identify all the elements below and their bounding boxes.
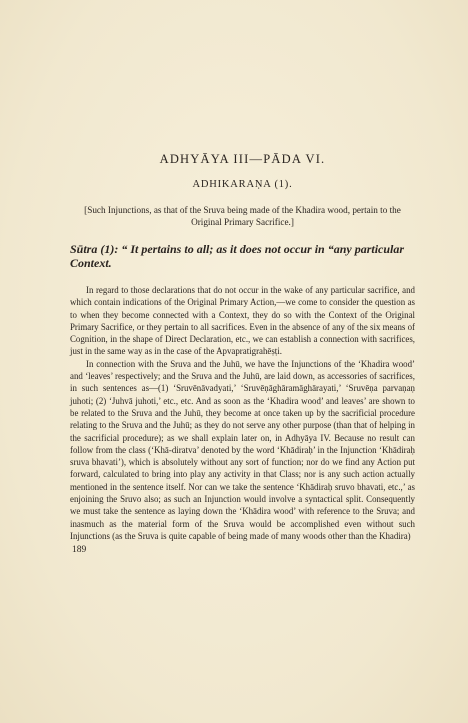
page-number: 189 [72, 545, 87, 556]
sutra-text: “ It pertains to all; as it does not occur in “any particular Context. [70, 242, 405, 270]
section-heading: ADHIKARAṆA (1). [192, 179, 293, 190]
commentary-paragraph-1: In regard to those declarations that do not occur in the wake of any particular sacrifice, and which contain indications of the Original Primary Action,—we come to consider the question as to when they become connected with a Context, they do so with the Context of the Original Primary Sacrifice, or they pertain to all sacrifices. Even in the absence of any of the six means of Cognition, in the shape of Direct Declaration, etc., we can establish a connection with sacrifices, just in the same way as in the case of the Apvapratigrahēṣṭi. [70, 285, 415, 357]
sutra-label: Sūtra (1): [70, 242, 119, 256]
chapter-heading: ADHYĀYA III—PĀDA VI. [159, 152, 326, 166]
commentary-paragraph-2: In connection with the Sruva and the Juhū, we have the Injunctions of the ‘Khadira wood’ and ‘leaves’ respectively; and the Sruva and the Juhū, are laid down, as accessories of sacrifices, in such sentences as—(1) ‘Sruvēnāvadyati,’ ‘Sruvēṇāghāramāghārayati,’ ‘Sruvēṇa parvaṇaṇ juhoti; (2) ‘Juhvā juhoti,’ etc., etc. And as soon as the ‘Khadira wood’ and leaves’ are shown to be related to the Sruva and the Juhū, they become at once taken up by the sacrificial procedure relating to the Sruva and the Juhū; as they do not serve any other purpose (than that of helping in the sacrificial procedure); as we shall explain later on, in Adhyāya IV. Because no result can follow from the class (‘Khā-diratva’ denoted by the word ‘Khādiraḥ’ in the Injunction ‘Khādiraḥ sruva bhavati’), which is absolutely without any sort of function; nor do we find any Action put forward, calculated to bring into play any activity in that Class; nor is any such action actually mentioned in the sentence itself. Nor can we take the sentence ‘Khādiraḥ sruvo bhavati, etc.,’ as enjoining the Sruvo also; as such an Injunction would involve a syntactical split. Consequently we must take the sentence as laying down the ‘Khādira wood’ with reference to the Sruva; and inasmuch as the material form of the Sruva would be accomplished even without such Injunctions (as the Sruva is quite capable of being made of many woods other than the Khadira) [70, 358, 415, 541]
section-summary: [Such Injunctions, as that of the Sruva being made of the Khadira wood, pertain to the Original Primary Sacrifice.] [84, 205, 401, 227]
page-content [70, 150, 415, 556]
sutra-statement [70, 242, 415, 270]
